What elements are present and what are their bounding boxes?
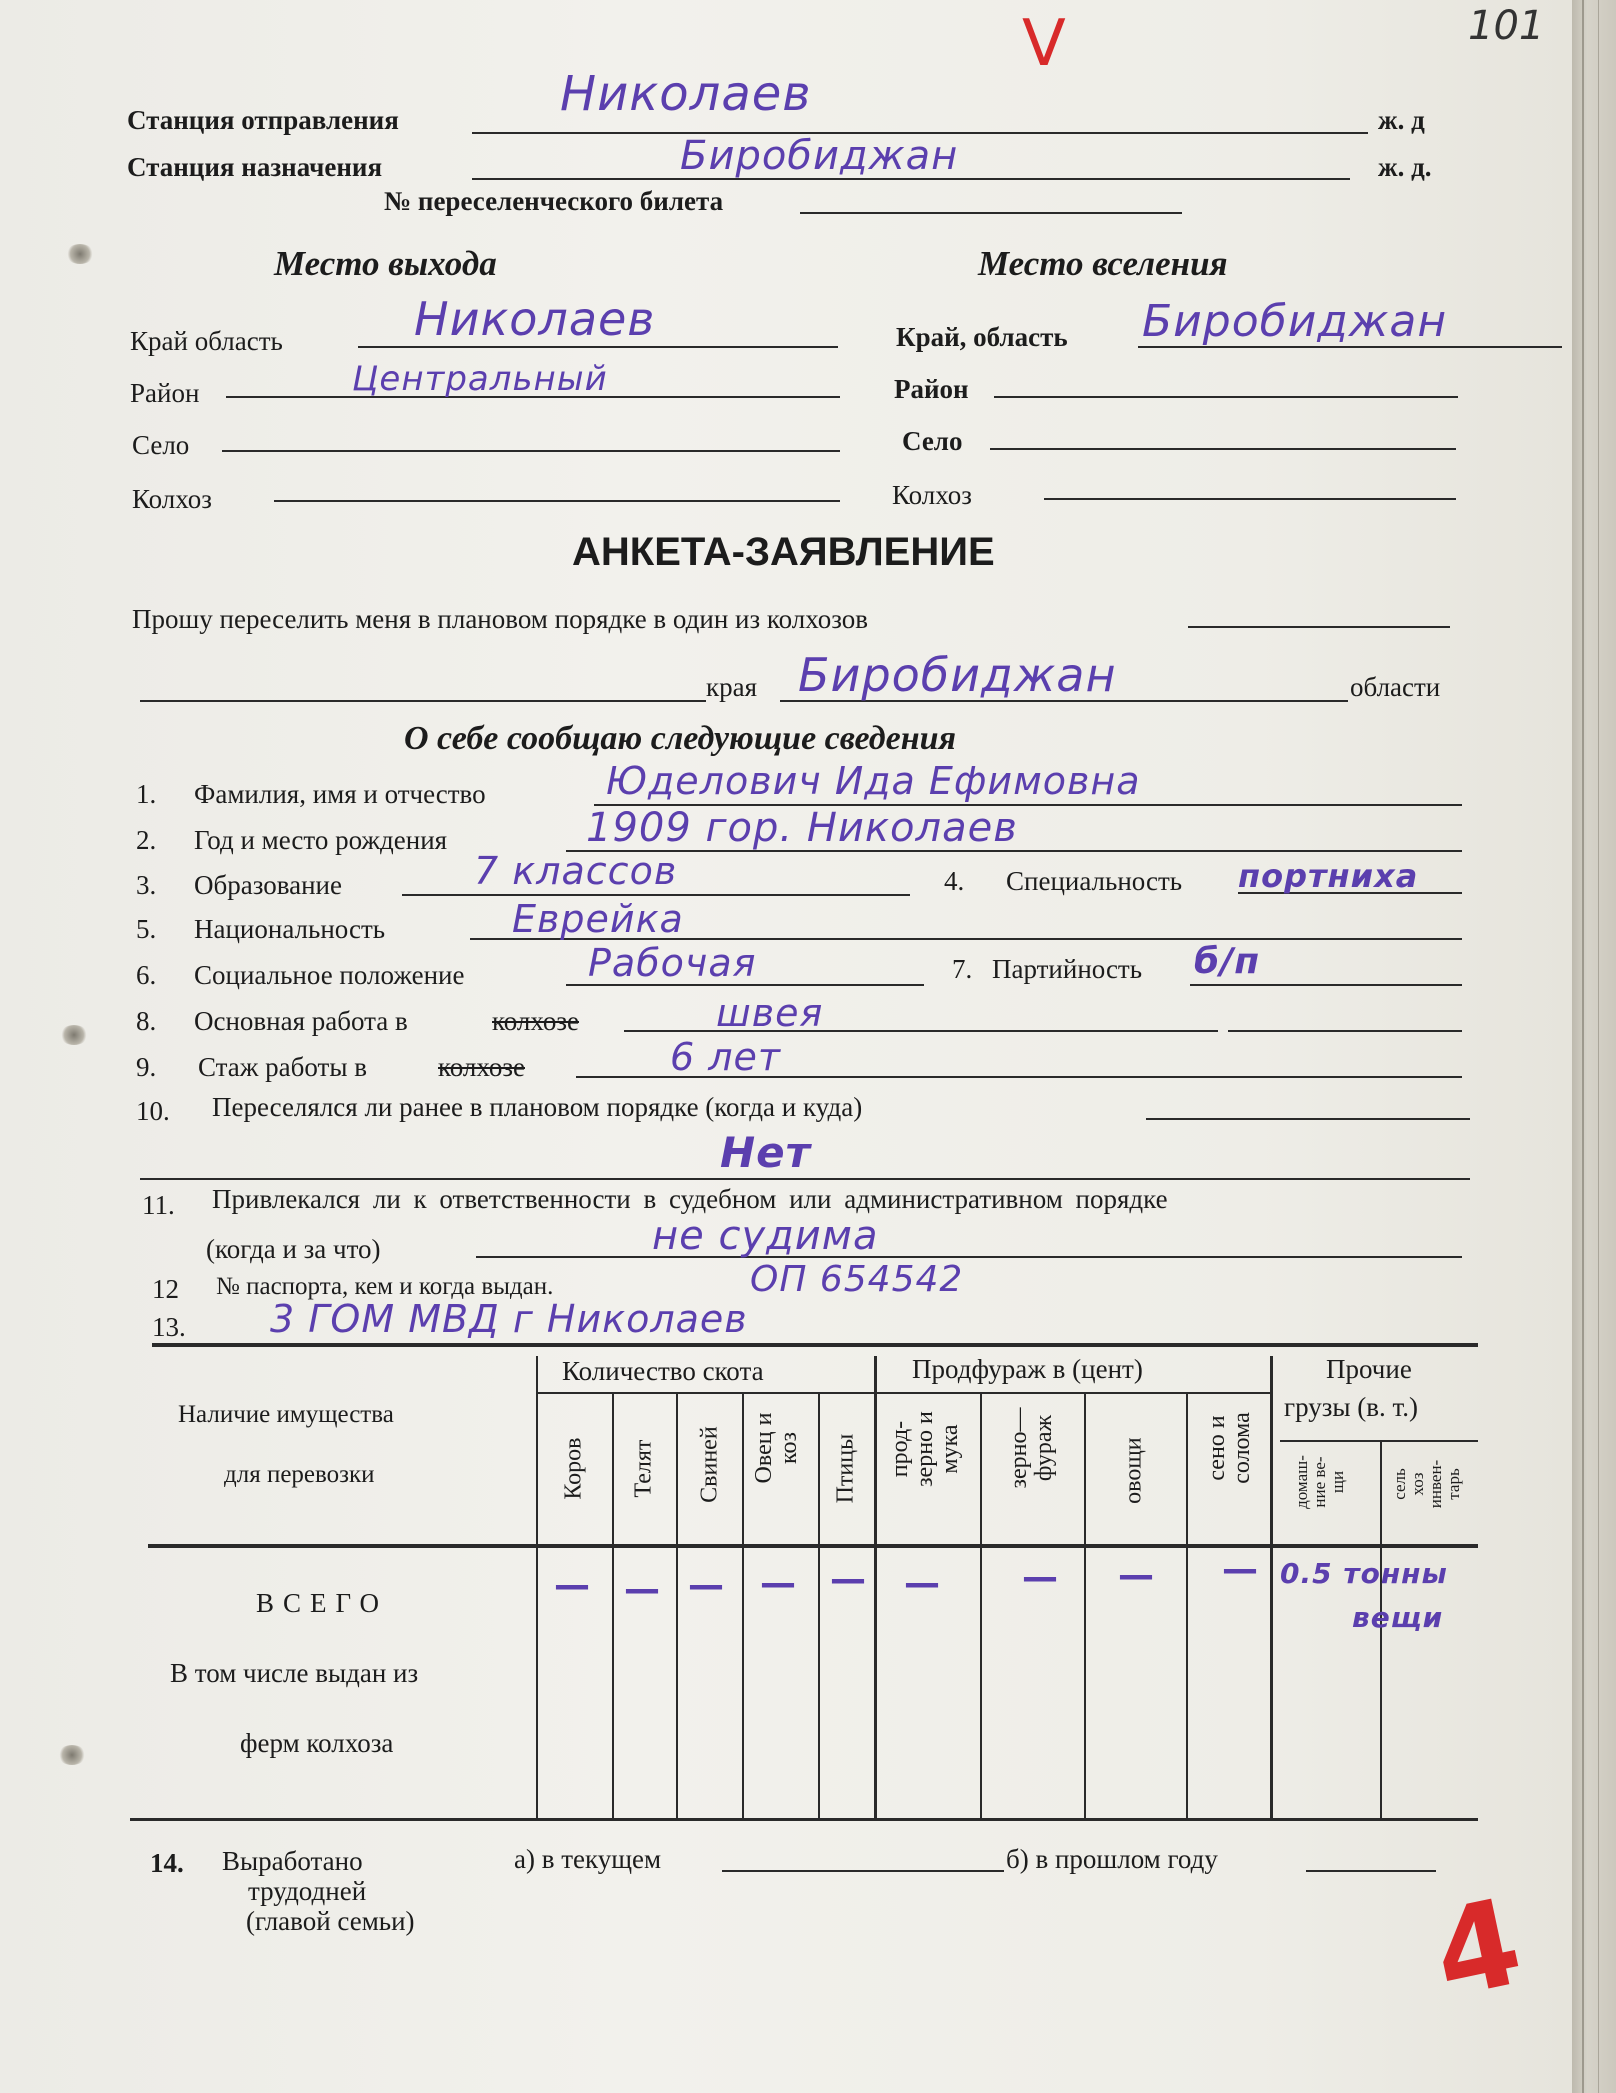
field-12-label: № паспорта, кем и когда выдан. bbox=[216, 1273, 554, 1300]
edge-line bbox=[1582, 0, 1584, 2093]
table-group-divider-livestock bbox=[536, 1392, 876, 1394]
place-out-region-label: Край область bbox=[130, 326, 283, 356]
table-col-hay bbox=[1205, 1383, 1261, 1513]
table-issued-label-1: В том числе выдан из bbox=[170, 1658, 419, 1688]
field-5-num: 5. bbox=[136, 914, 157, 944]
table-col-fodder-2: фураж bbox=[1031, 1414, 1058, 1482]
destination-station-label: Станция назначения bbox=[127, 152, 383, 182]
place-out-region-line bbox=[358, 346, 838, 348]
field-8-line-2 bbox=[1228, 1030, 1462, 1032]
field-11-num: 11. bbox=[142, 1190, 175, 1220]
page-number: 101 bbox=[1468, 3, 1545, 49]
table-cell-vegetables-dash: — bbox=[1118, 1555, 1154, 1596]
punch-hole bbox=[60, 1025, 88, 1045]
table-col-fodder-1: зерно— bbox=[1006, 1407, 1032, 1489]
field-7-value: б/п bbox=[1194, 941, 1261, 982]
red-corner-mark: 4 bbox=[1422, 1872, 1533, 2027]
table-col-birds: Птицы bbox=[832, 1433, 859, 1504]
request-text: Прошу переселить меня в плановом порядке в один из колхозов bbox=[132, 604, 868, 634]
field-12-num: 12 bbox=[152, 1274, 179, 1304]
field-7-line bbox=[1190, 984, 1462, 986]
table-col-border bbox=[818, 1392, 820, 1818]
table-cell-pigs-dash: — bbox=[688, 1565, 724, 1606]
table-col-hay-2: солома bbox=[1229, 1412, 1256, 1484]
table-header-bottom-border bbox=[148, 1544, 1478, 1548]
field-8-num: 8. bbox=[136, 1006, 157, 1036]
table-col-farm-inventory bbox=[1391, 1439, 1471, 1529]
punch-hole bbox=[58, 1745, 86, 1765]
place-in-village-label: Село bbox=[902, 426, 963, 456]
place-in-region-label: Край, область bbox=[896, 322, 1068, 352]
table-col-border bbox=[1084, 1392, 1086, 1818]
table-group-other-1: Прочие bbox=[1326, 1354, 1412, 1384]
about-heading: О себе сообщаю следующие сведения bbox=[404, 720, 957, 757]
table-bottom-border bbox=[130, 1818, 1478, 1821]
workdays-label-1: Выработано bbox=[222, 1846, 363, 1876]
table-col-cows: Коров bbox=[560, 1437, 587, 1500]
table-col-border bbox=[1186, 1392, 1188, 1818]
table-group-livestock: Количество скота bbox=[562, 1356, 764, 1386]
field-2-value: 1909 гор. Николаев bbox=[586, 805, 1018, 851]
place-in-kolkhoz-label: Колхоз bbox=[892, 480, 972, 510]
field-13-value: 3 ГОМ МВД г Николаев bbox=[270, 1297, 748, 1341]
table-cell-birds-dash: — bbox=[830, 1559, 866, 1600]
table-issued-label-2: ферм колхоза bbox=[240, 1728, 394, 1758]
table-col-border bbox=[980, 1392, 982, 1818]
workdays-label-2: трудодней bbox=[248, 1876, 367, 1906]
place-in-heading: Место вселения bbox=[978, 244, 1228, 283]
field-4-value: портниха bbox=[1238, 857, 1419, 895]
workdays-previous-line bbox=[1306, 1870, 1436, 1872]
table-cell-hay-dash: — bbox=[1222, 1549, 1258, 1590]
table-col-fodder bbox=[1007, 1383, 1067, 1513]
edge-line bbox=[1598, 0, 1599, 2093]
workdays-previous-label: б) в прошлом году bbox=[1006, 1844, 1218, 1874]
field-11-label-2: (когда и за что) bbox=[206, 1234, 381, 1264]
field-11-value: не судима bbox=[652, 1213, 879, 1259]
table-top-border bbox=[152, 1343, 1478, 1347]
workdays-current-label: а) в текущем bbox=[514, 1844, 662, 1874]
table-col-border bbox=[536, 1356, 538, 1818]
form-title: АНКЕТА-ЗАЯВЛЕНИЕ bbox=[572, 530, 995, 574]
field-7-label: Партийность bbox=[992, 954, 1143, 984]
table-total-label: ВСЕГО bbox=[256, 1588, 388, 1618]
field-12-value: ОП 654542 bbox=[750, 1259, 964, 1300]
table-cell-sheep-dash: — bbox=[760, 1563, 796, 1604]
ticket-line bbox=[800, 212, 1182, 214]
table-cell-household-value-1: 0.5 тонны bbox=[1280, 1557, 1448, 1590]
place-out-kolkhoz-label: Колхоз bbox=[132, 484, 212, 514]
field-5-value: Еврейка bbox=[512, 897, 684, 941]
place-in-village-line bbox=[990, 448, 1456, 450]
rail-suffix-2: ж. д. bbox=[1378, 152, 1432, 182]
red-check-mark: V bbox=[1022, 7, 1066, 81]
field-9-num: 9. bbox=[136, 1052, 157, 1082]
table-col-border bbox=[676, 1392, 678, 1818]
table-col-sheep bbox=[752, 1388, 808, 1508]
workdays-label-3: (главой семьи) bbox=[246, 1906, 415, 1936]
table-col-grain-1: прод- bbox=[887, 1420, 913, 1478]
field-10-line-2 bbox=[140, 1178, 1470, 1180]
table-col-sheep-1: Овец и bbox=[751, 1412, 777, 1484]
workdays-current-line bbox=[722, 1870, 1004, 1872]
table-cell-calves-dash: — bbox=[624, 1569, 660, 1610]
table-col-farm-1: сель bbox=[1390, 1468, 1409, 1500]
field-7-num: 7. bbox=[952, 954, 973, 984]
field-10-label: Переселялся ли ранее в плановом порядке (когда и куда) bbox=[212, 1092, 863, 1122]
table-col-border bbox=[612, 1392, 614, 1818]
field-3-label: Образование bbox=[194, 870, 342, 900]
table-col-sheep-2: коз bbox=[776, 1432, 803, 1464]
field-5-label: Национальность bbox=[194, 914, 386, 944]
field-1-label: Фамилия, имя и отчество bbox=[194, 779, 486, 809]
place-in-district-line bbox=[994, 396, 1458, 398]
field-10-num: 10. bbox=[136, 1096, 170, 1126]
field-1-value: Юделович Ида Ефимовна bbox=[606, 759, 1141, 803]
table-col-hay-1: сено и bbox=[1204, 1415, 1230, 1481]
field-8-value: швея bbox=[716, 991, 824, 1035]
table-row-header-1: Наличие имущества bbox=[178, 1401, 394, 1428]
table-col-farm-3: инвен- bbox=[1425, 1459, 1445, 1509]
table-col-grain-2: зерно и bbox=[912, 1411, 939, 1487]
ticket-label: № переселенческого билета bbox=[384, 186, 724, 216]
field-4-label: Специальность bbox=[1006, 866, 1183, 896]
field-2-num: 2. bbox=[136, 825, 157, 855]
field-10-line bbox=[1146, 1118, 1470, 1120]
table-col-household-1: домаш- bbox=[1292, 1455, 1311, 1509]
oblasti-label: области bbox=[1350, 672, 1441, 702]
field-10-value: Нет bbox=[720, 1128, 811, 1177]
field-9-value: 6 лет bbox=[670, 1035, 782, 1079]
place-out-region-value: Николаев bbox=[414, 292, 656, 346]
departure-station-value: Николаев bbox=[560, 66, 812, 122]
table-col-household bbox=[1293, 1437, 1353, 1527]
field-13-num: 13. bbox=[152, 1312, 186, 1342]
place-in-kolkhoz-line bbox=[1044, 498, 1456, 500]
field-8-label: Основная работа в bbox=[194, 1006, 408, 1036]
field-11-line bbox=[476, 1256, 1462, 1258]
field-1-num: 1. bbox=[136, 779, 157, 809]
request-blank-line bbox=[140, 700, 706, 702]
rail-suffix-1: ж. д bbox=[1378, 105, 1425, 135]
table-cell-fodder-dash: — bbox=[1022, 1557, 1058, 1598]
place-out-village-line bbox=[222, 450, 840, 452]
field-3-value: 7 классов bbox=[474, 849, 678, 893]
table-col-calves: Телят bbox=[630, 1439, 657, 1498]
field-6-label: Социальное положение bbox=[194, 960, 465, 990]
paper-edge bbox=[1572, 0, 1616, 2093]
place-out-district-value: Центральный bbox=[352, 359, 608, 399]
table-col-border bbox=[742, 1392, 744, 1818]
table-col-farm-2: хоз bbox=[1407, 1472, 1427, 1496]
table-cell-grain-dash: — bbox=[904, 1563, 940, 1604]
punch-hole bbox=[66, 244, 94, 264]
place-in-region-value: Биробиджан bbox=[1142, 296, 1448, 347]
kraya-label: края bbox=[706, 672, 758, 702]
field-3-num: 3. bbox=[136, 870, 157, 900]
place-out-village-label: Село bbox=[132, 430, 190, 460]
destination-station-value: Биробиджан bbox=[680, 133, 959, 179]
field-8-struck: колхозе bbox=[492, 1006, 579, 1036]
field-8-line bbox=[624, 1030, 1218, 1032]
table-col-border bbox=[874, 1356, 877, 1818]
departure-station-label: Станция отправления bbox=[127, 105, 399, 135]
field-9-label: Стаж работы в bbox=[198, 1052, 367, 1082]
place-out-district-label: Район bbox=[130, 378, 200, 408]
field-6-num: 6. bbox=[136, 960, 157, 990]
workdays-num: 14. bbox=[150, 1848, 184, 1878]
field-9-struck: колхозе bbox=[438, 1052, 525, 1082]
table-row-header-2: для перевозки bbox=[224, 1461, 375, 1488]
table-cell-cows-dash: — bbox=[554, 1565, 590, 1606]
table-col-grain-3: мука bbox=[937, 1424, 964, 1474]
field-2-label: Год и место рождения bbox=[194, 825, 448, 855]
field-11-label: Привлекался ли к ответственности в судебном или административном порядке bbox=[212, 1184, 1168, 1214]
table-col-vegetables: овощи bbox=[1120, 1437, 1147, 1504]
kraya-value: Биробиджан bbox=[798, 648, 1117, 702]
table-col-grain bbox=[888, 1384, 978, 1514]
place-in-district-label: Район bbox=[894, 374, 969, 404]
field-3-line bbox=[402, 894, 910, 896]
table-col-household-3: щи bbox=[1327, 1470, 1347, 1494]
table-col-pigs: Свиней bbox=[696, 1426, 723, 1503]
field-6-value: Рабочая bbox=[588, 941, 757, 985]
table-group-other-2: грузы (в. т.) bbox=[1284, 1392, 1419, 1422]
table-group-feed: Продфураж в (цент) bbox=[912, 1354, 1143, 1384]
table-col-farm-4: тарь bbox=[1443, 1468, 1463, 1500]
place-out-heading: Место выхода bbox=[274, 244, 497, 283]
field-4-num: 4. bbox=[944, 866, 965, 896]
place-out-kolkhoz-line bbox=[274, 500, 840, 502]
table-cell-household-value-2: вещи bbox=[1352, 1601, 1444, 1634]
table-col-border bbox=[1270, 1356, 1273, 1818]
table-col-household-2: ние ве- bbox=[1309, 1456, 1329, 1508]
request-line bbox=[1188, 626, 1450, 628]
